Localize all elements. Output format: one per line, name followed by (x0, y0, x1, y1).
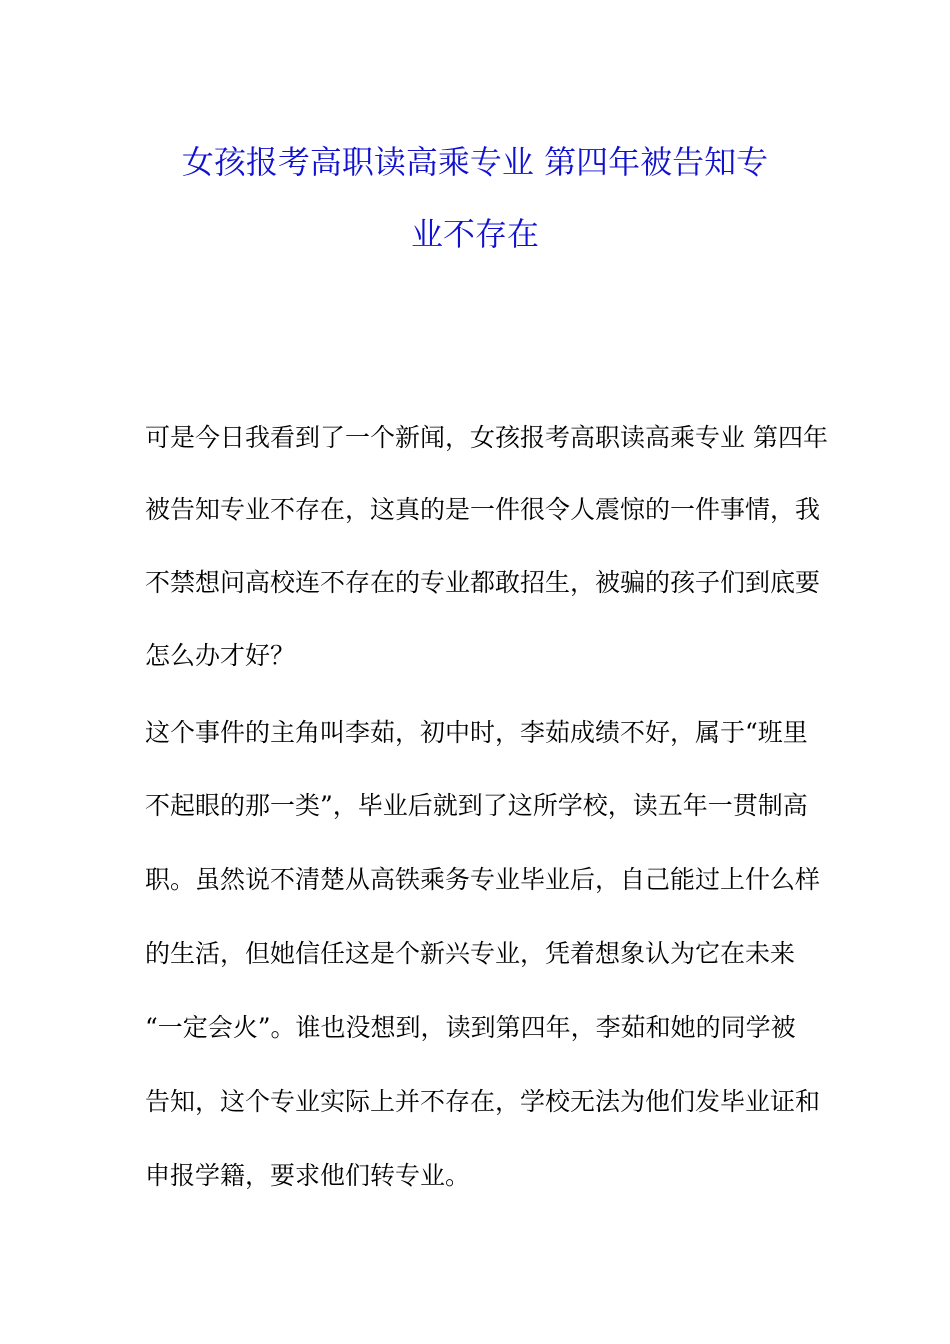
paragraph-line: 不禁想问高校连不存在的专业都敢招生，被骗的孩子们到底要 (145, 568, 821, 597)
paragraph-line: 被告知专业不存在，这真的是一件很令人震惊的一件事情，我 (145, 495, 821, 524)
paragraph-line: 可是今日我看到了一个新闻，女孩报考高职读高乘专业 第四年 (145, 423, 828, 452)
paragraph-line: 告知，这个专业实际上并不存在，学校无法为他们发毕业证和 (145, 1087, 821, 1116)
paragraph-line: 职。虽然说不清楚从高铁乘务专业毕业后，自己能过上什么样 (145, 865, 821, 894)
paragraph-line: 的生活，但她信任这是个新兴专业，凭着想象认为它在未来 (145, 939, 796, 968)
paragraph-line: 这个事件的主角叫李茹，初中时，李茹成绩不好，属于“班里 (145, 718, 808, 747)
paragraph-line: “一定会火”。谁也没想到，读到第四年，李茹和她的同学被 (145, 1013, 796, 1042)
paragraph-line: 不起眼的那一类”，毕业后就到了这所学校，读五年一贯制高 (145, 791, 808, 820)
paragraph-line: 申报学籍，要求他们转专业。 (145, 1161, 471, 1190)
paragraph-line: 怎么办才好？ (145, 641, 296, 670)
document-title (145, 126, 805, 270)
title-line-1: 女孩报考高职读高乘专业 第四年被告知专 (181, 143, 769, 181)
title-line-2: 业不存在 (410, 215, 539, 253)
